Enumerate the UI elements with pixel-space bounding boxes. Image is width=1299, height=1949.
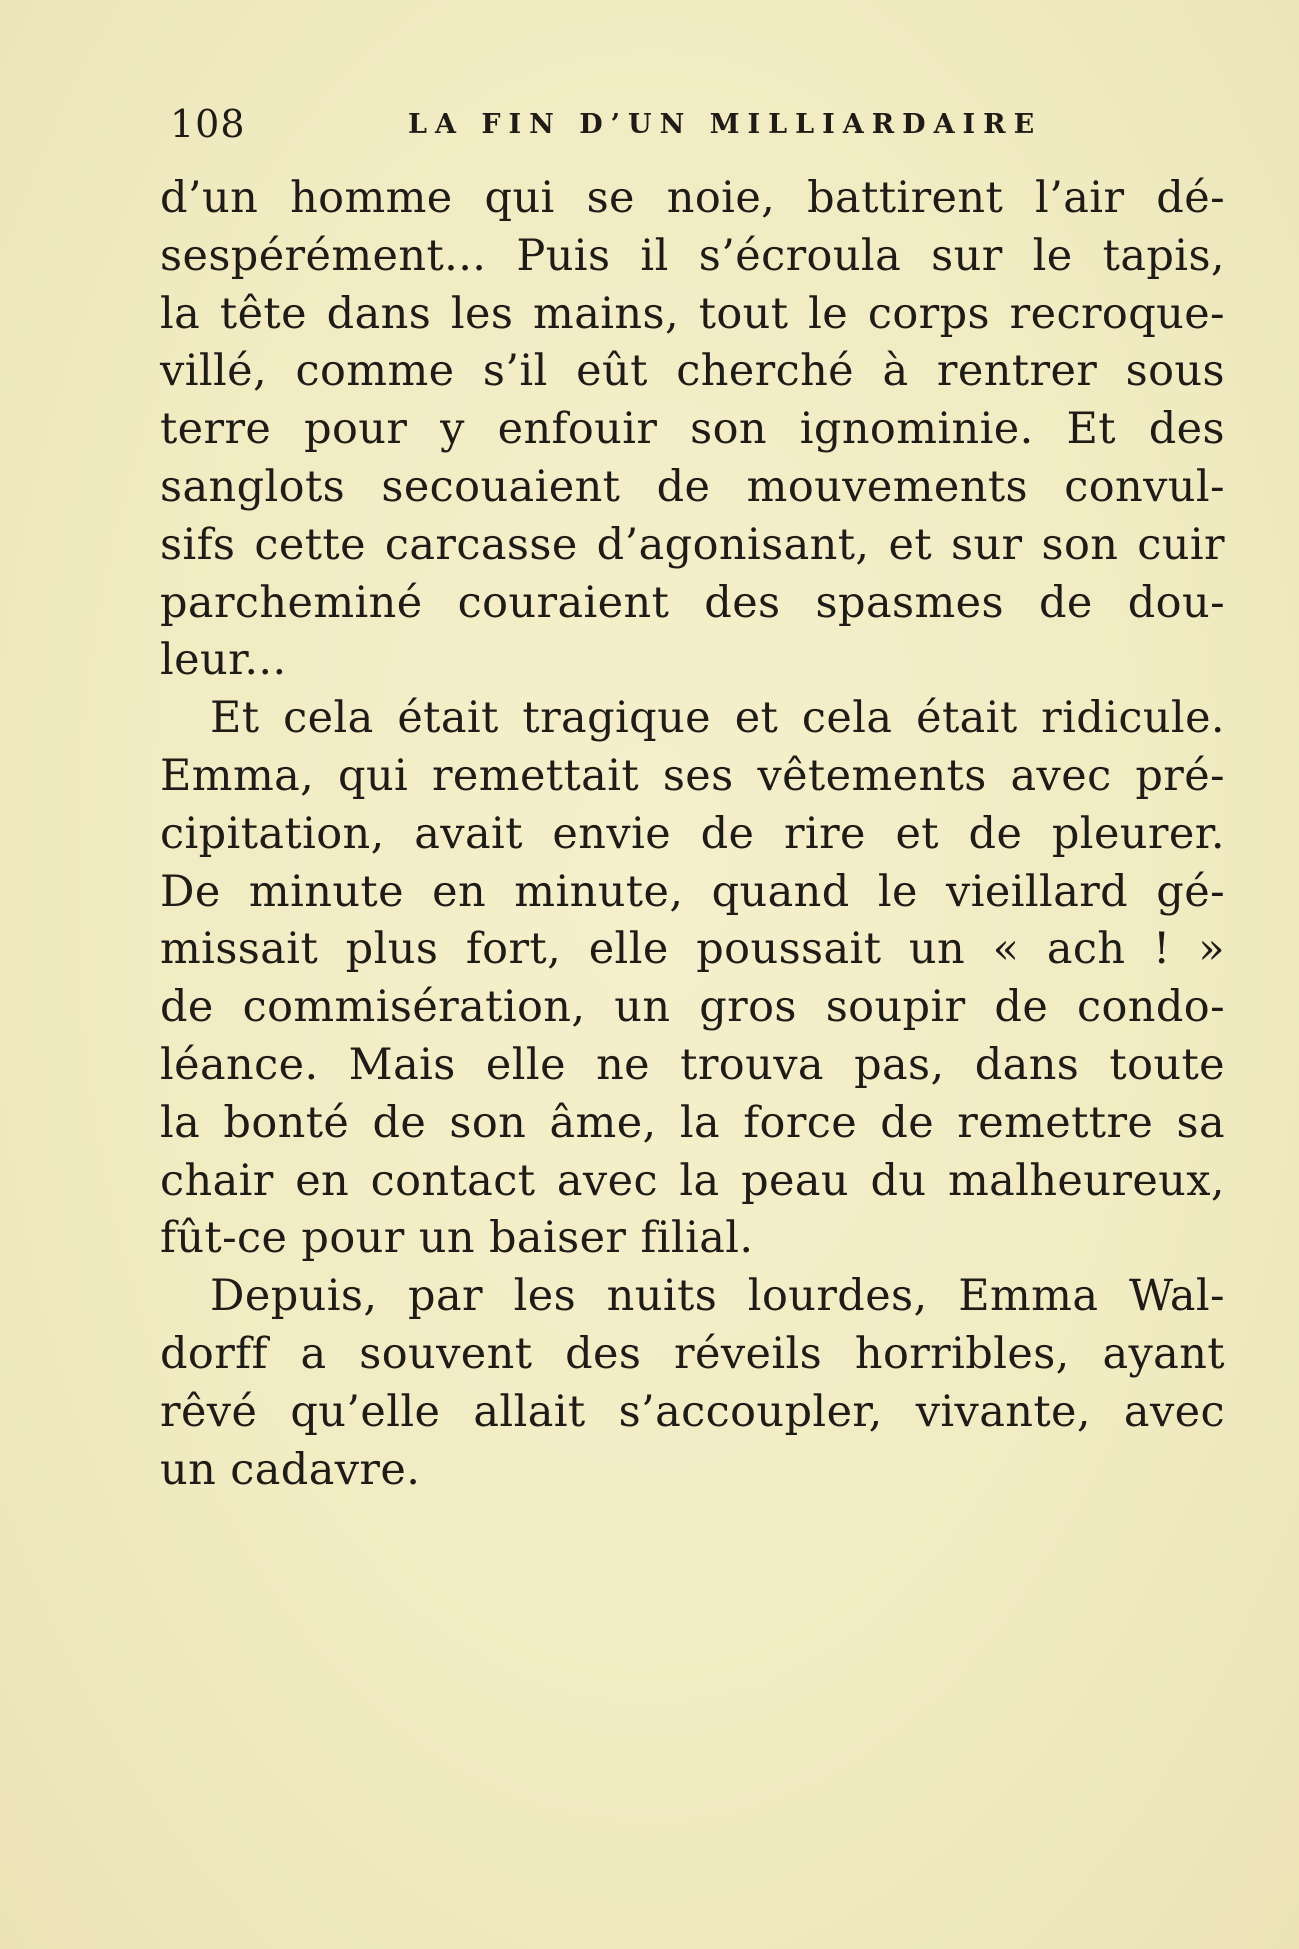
text-line: terre pour y enfouir son ignominie. Et des: [160, 404, 1225, 455]
text-line: de commisération, un gros soupir de condo-: [160, 982, 1225, 1033]
text-line: la bonté de son âme, la force de remettre sa: [160, 1097, 1225, 1148]
text-line: De minute en minute, quand le vieillard gé-: [160, 866, 1225, 917]
text-line: léance. Mais elle ne trouva pas, dans toute: [160, 1039, 1225, 1090]
text-line: la tête dans les mains, tout le corps recroque-: [160, 288, 1225, 339]
running-head: [170, 104, 1230, 144]
text-line: fût-ce pour un baiser filial.: [160, 1213, 754, 1264]
text-line: un cadavre.: [160, 1444, 421, 1495]
text-line: chair en contact avec la peau du malheureux,: [160, 1155, 1225, 1206]
text-line: sanglots secouaient de mouvements convul-: [160, 461, 1225, 512]
text-line: Emma, qui remettait ses vêtements avec pré-: [160, 750, 1225, 801]
text-line: d’un homme qui se noie, battirent l’air dé-: [160, 173, 1225, 223]
text-line: missait plus fort, elle poussait un « ach ! »: [160, 924, 1225, 975]
text-line: Et cela était tragique et cela était ridicule.: [210, 693, 1225, 744]
text-line: sespérément... Puis il s’écroula sur le tapis,: [160, 230, 1225, 281]
text-line: villé, comme s’il eût cherché à rentrer sous: [160, 346, 1225, 397]
body-text: [160, 170, 1225, 1499]
text-line: parcheminé couraient des spasmes de dou-: [160, 577, 1225, 628]
text-line: cipitation, avait envie de rire et de pleurer.: [160, 808, 1225, 859]
text-line: leur...: [160, 635, 287, 686]
running-title: LA FIN D’UN MILLIARDAIRE: [408, 109, 1043, 140]
page-number: 108: [170, 102, 246, 146]
text-line: rêvé qu’elle allait s’accoupler, vivante, avec: [160, 1386, 1225, 1437]
text-line: dorff a souvent des réveils horribles, ayant: [160, 1328, 1225, 1379]
text-line: sifs cette carcasse d’agonisant, et sur son cuir: [160, 519, 1225, 570]
text-line: Depuis, par les nuits lourdes, Emma Wal-: [210, 1271, 1225, 1322]
